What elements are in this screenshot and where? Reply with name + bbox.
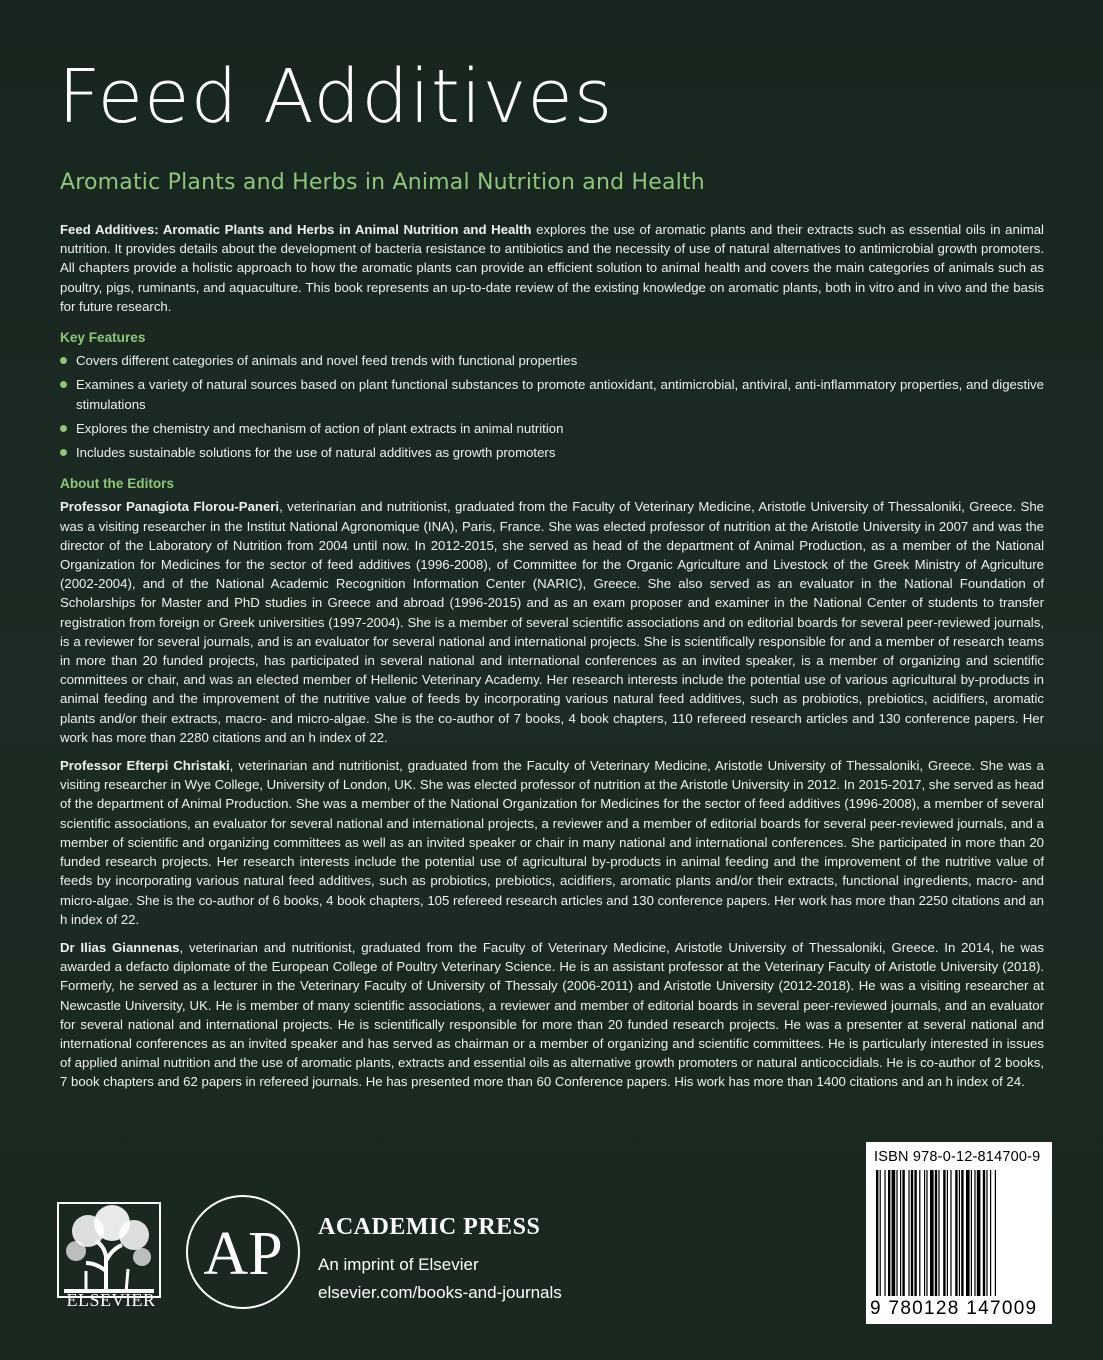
editor-bio-text: , veterinarian and nutritionist, graduated from the Faculty of Veterinary Medicine, Aristotle University of Thessaloniki, Greece. In 2014, he was awarded a defacto diplomate of the European College of Poultry Veterinary Science. He is an assistant professor at the Veterinary Faculty of Aristotle University (2018). Formerly, he served as a lecturer in the Veterinary Faculty of University of Thessaly (2006-2011) and Aristotle University (2012-2018). He was a visiting researcher at Newcastle University, UK. He is member of many scientific associations, a reviewer and member of editorial boards in several peer-reviewed journals, and an evaluator for several national and international projects. He is scientifically responsible for more than 20 funded research projects. He was a presenter at several national and international conferences as an invited speaker and has served as chairman or a member of organizing and scientific committees. He is particularly interested in issues of applied animal nutrition and the use of aromatic plants, extracts and essential oils as alternative growth promoters or natural anticoccidials. He is co-author of 2 books, 7 book chapters and 62 papers in refereed journals. He has presented more than 60 Conference papers. His work has more than 1400 citations and an h index of 24. — [60, 939, 1044, 1090]
editor-bio-text: , veterinarian and nutritionist, graduated from the Faculty of Veterinary Medicine, Aristotle University of Thessaloniki, Greece. She was a visiting researcher in the Institut National Agronomique (INA), Paris, France. She was elected professor of nutrition at the Aristotle University in 2007 and was the director of the Laboratory of Nutrition from 2004 until now. In 2012-2015, she served as head of the department of Animal Production, as a member of the National Organization for Medicines for the sector of feed additives (1996-2008), of Committee for the Organic Agriculture and Livestock of the Greek Ministry of Agriculture (2002-2004), and of the National Academic Recognition Information Center (NARIC), Greece. She also served as an evaluator in the National Foundation of Scholarships for Master and PhD studies in Greece and abroad (1996-2015) and as an exam proposer and examiner in the National Center of students to transfer registration from foreign or Greek universities (1997-2004). She is a member of several scientific associations and on editorial boards for several peer-reviewed journals, is a reviewer for several journals, and is an evaluator for several national and international projects. She is scientifically responsible for and a member of research teams in more than 20 funded projects, has participated in several national and international conferences as an invited speaker, is a member of organizing and scientific committees or chair, and was an elected member of Hellenic Veterinary Academy. Her research interests include the potential use of various agricultural by-products in animal feeding and the improvement of the nutritive value of feeds by incorporating various natural feed additives, such as probiotics, prebiotics, acidifiers, aromatic plants and/or their extracts, macro- and micro-algae. She is the co-author of 7 books, 4 book chapters, 110 refereed research articles and 130 conference papers. Her work has more than 2280 citations and an h index of 22. — [60, 499, 1044, 745]
editor-bio — [60, 938, 1044, 1092]
academic-press-logo-icon — [183, 1192, 303, 1312]
editor-bio-text: , veterinarian and nutritionist, graduated from the Faculty of Veterinary Medicine, Aristotle University of Thessaloniki, Greece. She was a visiting researcher in Wye College, University of London, UK. She was elected professor of nutrition at the Aristotle University in 2012. In 2015-2017, she served as head of the department of Animal Production. She was a member of the National Organization for Medicines for the sector of feed additives (1996-2008), a member of several scientific associations, an evaluator for several national and international projects, a reviewer and a member of editorial boards for several peer-reviewed journals, and a member of scientific and organizing committees as well as an invited speaker or chair in many national and international conferences. She participated in more than 20 funded research projects. Her research interests include the potential use of agricultural by-products in animal feeding and the improvement of the nutritive value of feeds by incorporating various natural feed additives, such as probiotics, prebiotics, acidifiers, aromatic plants and/or their extracts, functional ingredients, macro- and micro-algae. She is the co-author of 6 books, 4 book chapters, 105 refereed research articles and 130 conference papers. Her work has more than 2250 citations and an h index of 22. — [60, 758, 1045, 927]
barcode-digits: 9 780128 147009 — [870, 1298, 1038, 1319]
feature-text: Includes sustainable solutions for the use of natural additives as growth promoters — [76, 445, 556, 461]
feature-text: Explores the chemistry and mechanism of action of plant extracts in animal nutrition — [76, 420, 564, 436]
bullet-icon — [60, 357, 67, 364]
editor-name: Dr Ilias Giannenas — [60, 939, 180, 955]
publisher-imprint: An imprint of Elsevier — [318, 1255, 479, 1274]
publisher-block — [318, 1214, 562, 1303]
feature-item — [60, 419, 1044, 438]
book-title: Feed Additives — [58, 54, 614, 140]
elsevier-wordmark: ELSEVIER — [66, 1290, 156, 1310]
feature-item — [60, 375, 1044, 413]
publisher-url: elsevier.com/books-and-journals — [318, 1283, 562, 1302]
barcode-icon — [876, 1170, 1042, 1298]
bullet-icon — [60, 381, 67, 388]
features-list — [60, 351, 1044, 462]
editor-name: Professor Efterpi Christaki — [60, 758, 230, 774]
book-subtitle: Aromatic Plants and Herbs in Animal Nutrition and Health — [60, 170, 705, 195]
intro-paragraph — [60, 220, 1044, 316]
editors-heading: About the Editors — [60, 476, 175, 492]
intro-bold-title: Feed Additives: Aromatic Plants and Herbs in Animal Nutrition and Health — [60, 222, 532, 237]
editor-bio — [60, 497, 1044, 747]
cover-text — [60, 220, 1044, 1101]
ap-monogram: AP — [203, 1220, 283, 1288]
feature-text: Covers different categories of animals and novel feed trends with functional properties — [76, 353, 578, 369]
feature-item — [60, 443, 1044, 462]
isbn-label: ISBN 978-0-12-814700-9 — [874, 1149, 1041, 1165]
editor-name: Professor Panagiota Florou-Paneri — [60, 499, 280, 515]
bullet-icon — [60, 449, 67, 456]
intro-text: explores the use of aromatic plants and their extracts such as essential oils in animal nutrition. It provides details about the development of bacteria resistance to antibiotics and the necessity of use of natural alternatives to antimicrobial growth promoters. All chapters provide a holistic approach to how the aromatic plants can provide an efficient solution to animal health and covers the main categories of animals such as poultry, pigs, ruminants, and aquaculture. This book represents an up-to-date review of the existing knowledge on aromatic plants, both in vitro and in vivo and the basis for future research. — [60, 222, 1044, 314]
publisher-name: ACADEMIC PRESS — [318, 1214, 541, 1240]
key-features-heading: Key Features — [60, 330, 146, 346]
bullet-icon — [60, 425, 67, 432]
feature-item — [60, 351, 1044, 370]
isbn-barcode-box — [866, 1142, 1052, 1324]
feature-text: Examines a variety of natural sources based on plant functional substances to promote antioxidant, antimicrobial, antiviral, anti-inflammatory properties, and digestive stimulations — [76, 377, 1044, 412]
editor-bio — [60, 756, 1044, 929]
